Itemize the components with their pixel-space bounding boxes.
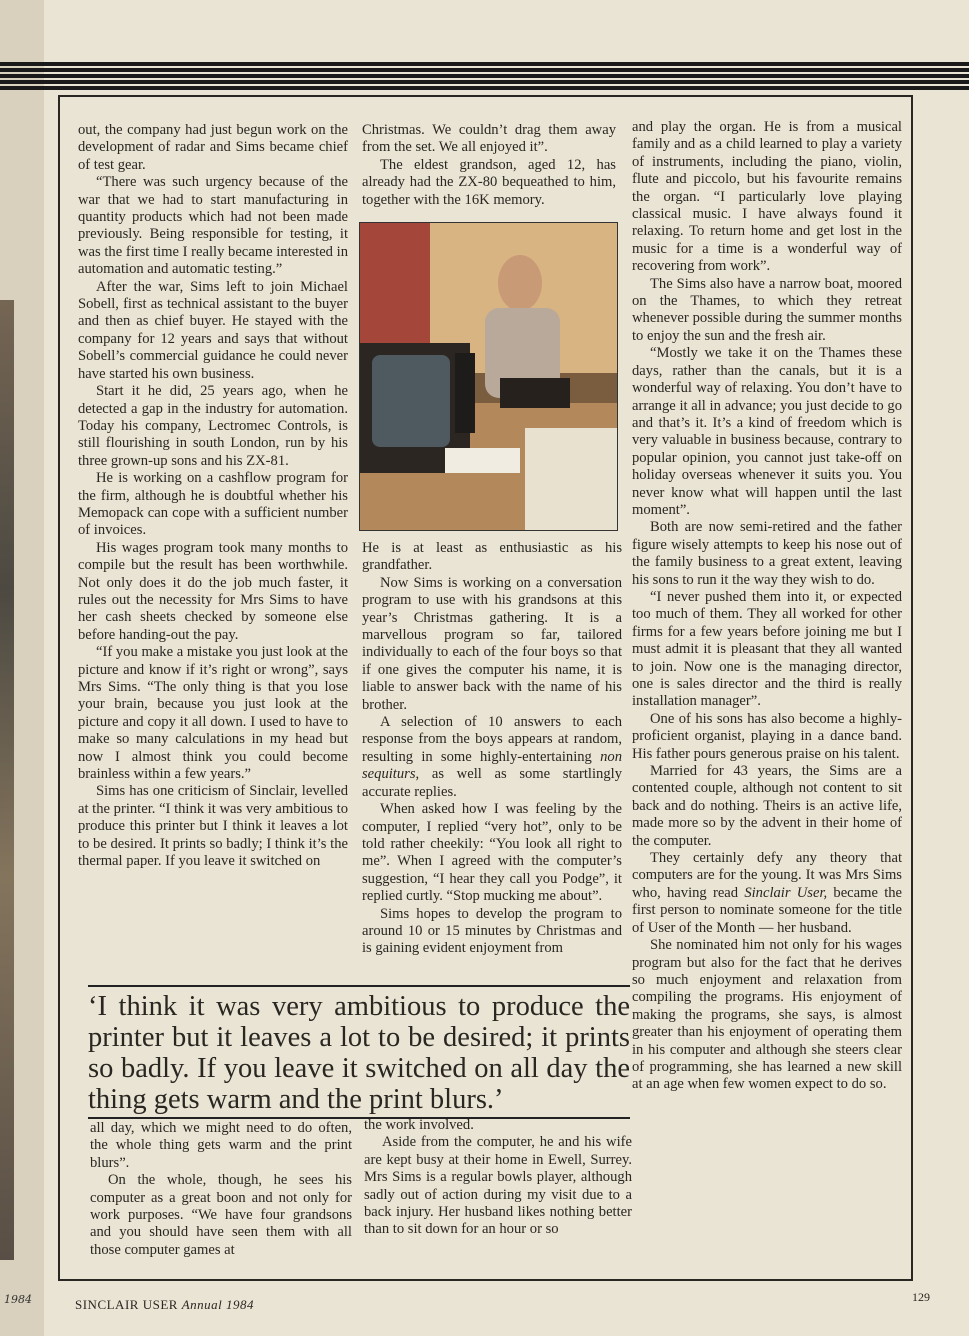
page-number: 129: [912, 1290, 930, 1304]
article-photo: [359, 222, 618, 531]
paragraph: “Mostly we take it on the Thames these days, rather than the canals, but it is a wonderful way of relaxing. You don’t have to arrange it all in advance; you just decide to go and that’s it. It’s a kind of freedom which is very valuable in business because, contrary to popular opinion, you cannot just take-off on holiday overseas whenever it suits you. You never know what will happen until the last moment”.: [632, 345, 902, 518]
footer-masthead: [75, 1297, 254, 1313]
paragraph: He is at least as enthusiastic as his grandfather.: [362, 540, 622, 574]
paragraph: Aside from the computer, he and his wife are kept busy at their home in Ewell, Surrey. Mrs Sims is a regular bowls player, although sadly out of action during my visit due to a back injury. Her husband likes nothing better than to sit down for an hour or so: [364, 1134, 632, 1238]
paragraph: all day, which we might need to do often, the whole thing gets warm and the print blurs”.: [90, 1120, 352, 1171]
paragraph: He is working on a cashflow program for the firm, although he is doubtful whether his Memopack can cope with a sufficient number of invoices.: [78, 470, 348, 539]
paragraph: “I never pushed them into it, or expected too much of them. They all worked for other firms for a few years before joining me but I must admit it is pleasant that they all wanted to join. Now one is the managing director, one is sales director and the third is really installation manager”.: [632, 588, 902, 710]
column-2-middle: [362, 540, 622, 958]
paragraph: the work involved.: [364, 1117, 474, 1133]
paragraph: Married for 43 years, the Sims are a contented couple, although not content to sit back and do nothing. Theirs is an active life, made more so by the advent in their home of the computer.: [632, 763, 902, 849]
paragraph: One of his sons has also become a highly-proficient organist, playing in a dance band. His father pours generous praise on his talent.: [632, 710, 902, 762]
header-stripes: [0, 62, 969, 92]
paragraph: She nominated him not only for his wages program but also for the fact that he derives so much enjoyment and relaxation from compiling the programs. His enjoyment of making the programs, she says, is almost greater than his enjoyment of operating them in his computer and although she steers clear of programming, she has learned a new skill at an age when few women expect to do so.: [632, 937, 902, 1093]
paragraph: Now Sims is working on a conversation program to use with his grandsons at this year’s Christmas gathering. It is a marvellous program so far, tailored individually to each of the four boys so that if one gives the computer his name, it is liable to answer back with the name of his brother.: [362, 574, 622, 713]
paragraph: Christmas. We couldn’t drag them away from the set. We all enjoyed it”.: [362, 122, 616, 156]
column-1-bottom: [90, 1120, 352, 1259]
gutter-year: 1984: [4, 1293, 32, 1306]
column-1: [78, 122, 348, 870]
paragraph: His wages program took many months to compile but the result has been worthwhile. Not only does it do the job much faster, it rules out the necessity for Mrs Sims to have her cash sheets checked by someone else before handing-out the pay.: [78, 539, 348, 643]
paragraph: “If you make a mistake you just look at the picture and know if it’s right or wrong”, says Mrs Sims. “The only thing is that you lose your brain, because you just look at the picture and copy it all down. I used to have to make so many calculations in my head but now I almost think you could become brainless within a few years.”: [78, 644, 348, 783]
paragraph: [362, 714, 622, 801]
paragraph-text: , as well as some startlingly accurate replies.: [362, 766, 622, 800]
gutter-photo-edge: [0, 300, 14, 1260]
column-2-bottom: [364, 1117, 632, 1239]
paragraph: After the war, Sims left to join Michael Sobell, first as technical assistant to the buyer and then as chief buyer. He stayed with the company for 12 years and says that without Sobell’s commercial guidance he could never have started his own business.: [78, 278, 348, 382]
paragraph: out, the company had just begun work on the development of radar and Sims became chief of test gear.: [78, 122, 348, 173]
left-page-gutter: [0, 0, 44, 1336]
italic-phrase: non sequiturs: [362, 748, 622, 783]
paragraph: “There was such urgency because of the war that we had to start manufacturing in quantity products which had not been made previously. Being responsible for testing, it was the first time I really became interested in automation and automatic testing.”: [78, 174, 348, 278]
paragraph-text: became the first person to nominate someone for the title of User of the Month — her husband.: [632, 884, 903, 936]
paragraph: [632, 850, 902, 937]
paragraph-text: A selection of 10 answers to each response from the boys appears at random, resulting in some highly-entertaining: [362, 714, 622, 765]
pull-quote: ‘I think it was very ambitious to produce the printer but it leaves a lot to be desired; it prints so badly. If you leave it switched on all day the thing gets warm and the print blurs.’: [88, 985, 630, 1119]
column-3: [632, 119, 902, 1094]
italic-phrase: Sinclair User,: [744, 884, 828, 901]
paragraph: On the whole, though, he sees his computer as a great boon and not only for work purposes. “We have four grandsons and you should have seen them with all those computer games at: [90, 1172, 352, 1258]
paragraph: and play the organ. He is from a musical family and as a child learned to play a variety of instruments, including the piano, violin, flute and piccolo, but his favourite remains the organ. “I particularly love playing classical music. I have always found it relaxing. To return home and get lost in the music for a time is a wonderful way of recovering from work”.: [632, 119, 902, 275]
issue-label: Annual 1984: [181, 1297, 254, 1312]
paragraph: Both are now semi-retired and the father figure wisely attempts to keep his nose out of the family business to a great extent, leaving his sons to run it the way they wish to do.: [632, 519, 902, 588]
paragraph: Start it he did, 25 years ago, when he detected a gap in the industry for automation. Today his company, Lectromec Controls, is still flourishing in south London, run by his three grown-up sons and his ZX-81.: [78, 383, 348, 469]
paragraph: The Sims also have a narrow boat, moored on the Thames, to which they retreat whenever possible during the summer months to enjoy the sun and the fresh air.: [632, 275, 902, 344]
column-2-top: [362, 122, 616, 209]
paragraph: When asked how I was feeling by the computer, I replied “very hot”, only to be told rather cheekily: “You look all right to me”. When I agreed with the computer’s suggestion, “I hear they call you Podge”, it replied curtly. “Stop mucking me about”.: [362, 801, 622, 905]
paragraph: Sims has one criticism of Sinclair, levelled at the printer. “I think it was very ambitious to produce this printer but I think it leaves a lot to be desired. It prints so badly; I think it’s the thermal paper. If you leave it switched on: [78, 783, 348, 870]
paragraph-text: They certainly defy any theory that computers are for the young. It was Mrs Sims who, having read: [632, 850, 902, 901]
paragraph: Sims hopes to develop the program to around 10 or 15 minutes by Christmas and is gaining evident enjoyment from: [362, 905, 622, 957]
paragraph: The eldest grandson, aged 12, has already had the ZX-80 bequeathed to him, together with the 16K memory.: [362, 156, 616, 208]
magazine-name: SINCLAIR USER: [75, 1297, 178, 1312]
